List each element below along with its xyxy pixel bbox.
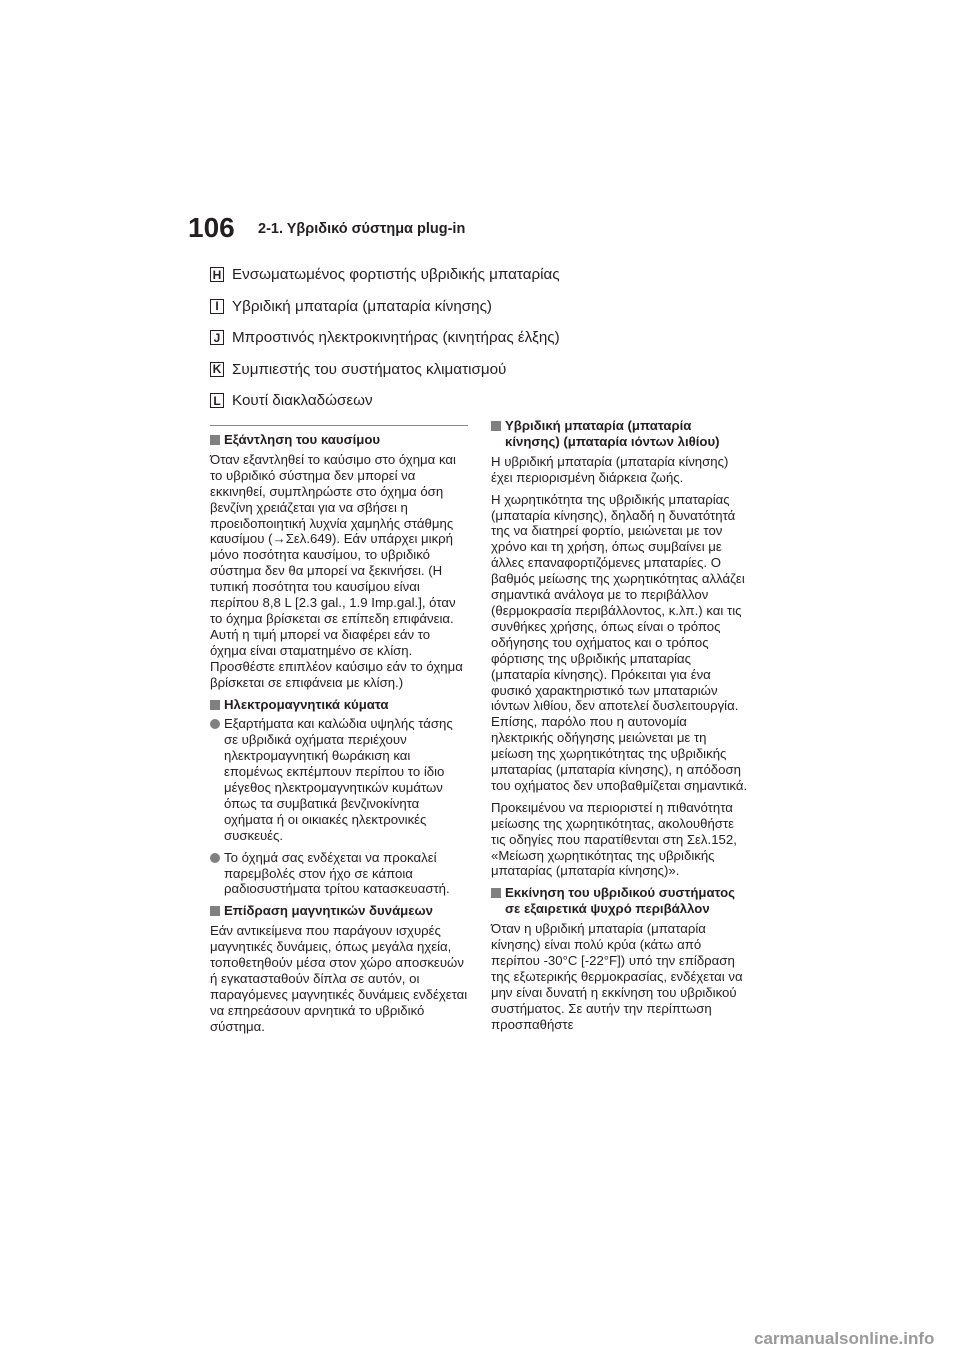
circle-bullet-icon bbox=[210, 853, 220, 863]
bullet-text: Το όχημά σας ενδέχεται να προκαλεί παρεμβολές στον ήχο σε κάποια ραδιοσυστήματα τρίτου κατασκευαστή. bbox=[224, 849, 450, 897]
legend-key: J bbox=[210, 330, 224, 345]
square-bullet-icon bbox=[491, 421, 501, 431]
heading-text: Επίδραση μαγνητικών δυνάμεων bbox=[224, 903, 433, 919]
battery-paragraph-3: Προκειμένου να περιοριστεί η πιθανότητα μείωσης της χωρητικότητας, ακολουθήστε τις οδηγίες που παρατίθενται στη Σελ.152, «Μείωση χωρητικότητας της υβριδικής μπαταρίας (μπαταρία κίνησης)». bbox=[491, 799, 737, 879]
heading-text: Υβριδική μπαταρία (μπαταρία κίνησης) (μπαταρία ιόντων λιθίου) bbox=[505, 418, 720, 449]
component-legend bbox=[210, 259, 770, 417]
square-bullet-icon bbox=[210, 906, 220, 916]
legend-key: I bbox=[210, 299, 224, 314]
fuel-paragraph: Όταν εξαντληθεί το καύσιμο στο όχημα και το υβριδικό σύστημα δεν μπορεί να εκκινηθεί, συμπληρώστε στο όχημα όση βενζίνη χρειάζεται για να σβήσει η προειδοποιητική λυχνία χαμηλής στάθμης καυσίμου (→Σελ.649). Εάν υπάρχει μικρή μόνο ποσότητα καυσίμου, το υβριδικό σύστημα δεν θα μπορεί να ξεκινήσει. (Η τυπική ποσότητα του καυσίμου είναι περίπου 8,8 L [2.3 gal., 1.9 Imp.gal.], όταν το όχημα βρίσκεται σε επίπεδη επιφάνεια. Αυτή η τιμή μπορεί να διαφέρει εάν το όχημα είναι σταματημένο σε κλίση. Προσθέστε επιπλέον καύσιμο εάν το όχημα βρίσκεται σε επιφάνεια με κλίση.) bbox=[210, 451, 463, 690]
section-title: 2-1. Υβριδικό σύστημα plug-in bbox=[258, 221, 466, 237]
legend-item bbox=[210, 354, 770, 386]
legend-key: H bbox=[210, 267, 224, 282]
magnetic-section-title bbox=[210, 903, 468, 919]
legend-item bbox=[210, 259, 770, 291]
em-section-title bbox=[210, 697, 468, 713]
heading-text: Εξάντληση του καυσίμου bbox=[224, 432, 381, 447]
legend-text: Μπροστινός ηλεκτροκινητήρας (κινητήρας έλξης) bbox=[232, 329, 560, 347]
right-column bbox=[491, 418, 749, 1039]
square-bullet-icon bbox=[210, 700, 220, 710]
square-bullet-icon bbox=[210, 435, 220, 445]
battery-paragraph-1: Η υβριδική μπαταρία (μπαταρία κίνησης) έχει περιορισμένη διάρκεια ζωής. bbox=[491, 453, 729, 485]
legend-text: Ενσωματωμένος φορτιστής υβριδικής μπαταρίας bbox=[232, 266, 560, 284]
legend-text: Κουτί διακλαδώσεων bbox=[232, 392, 373, 410]
watermark: carmanualsonline.info bbox=[754, 1329, 935, 1348]
legend-item bbox=[210, 291, 770, 323]
square-bullet-icon bbox=[491, 888, 501, 898]
bullet-item bbox=[210, 716, 468, 843]
legend-text: Υβριδική μπαταρία (μπαταρία κίνησης) bbox=[232, 297, 492, 315]
heading-text: Ηλεκτρομαγνητικά κύματα bbox=[224, 696, 389, 712]
legend-text: Συμπιεστής του συστήματος κλιματισμού bbox=[232, 360, 507, 378]
bullet-item bbox=[210, 850, 468, 898]
page-number: 106 bbox=[188, 212, 235, 243]
magnetic-paragraph: Εάν αντικείμενα που παράγουν ισχυρές μαγνητικές δυνάμεις, όπως μεγάλα ηχεία, τοποθετηθούν μέσα στον χώρο αποσκευών ή εγκατασταθούν δίπλα σε αυτόν, οι παραγόμενες μαγνητικές δυνάμεις ενδέχεται να επηρεάσουν αρνητικά το υβριδικό σύστημα. bbox=[210, 923, 468, 1034]
fuel-section-title bbox=[210, 432, 468, 448]
battery-paragraph-2: Η χωρητικότητα της υβριδικής μπαταρίας (μπαταρία κίνησης), δηλαδή η δυνατότητά της να διατηρεί φορτίο, μειώνεται με τον χρόνο και τη χρήση, όπως συμβαίνει με άλλες επαναφορτιζόμενες μπαταρίες. Ο βαθμός μείωσης της χωρητικότητας αλλάζει σημαντικά ανάλογα με το περιβάλλον (θερμοκρασία περιβάλλοντος, κ.λπ.) και τις συνθήκες χρήσης, όπως είναι ο τρόπος οδήγησης του οχήματος και ο τρόπος φόρτισης της υβριδικής μπαταρίας (μπαταρία κίνησης). Πρόκειται για ένα φυσικό χαρακτηριστικό των μπαταριών ιόντων λιθίου, δεν αποτελεί δυσλειτουργία. Επίσης, παρόλο που η αυτονομία ηλεκτρικής οδήγησης μειώνεται με τη μείωση της χωρητικότητας της υβριδικής μπαταρίας (μπαταρία κίνησης), η απόδοση του οχήματος δεν υποβαθμίζεται σημαντικά. bbox=[491, 491, 748, 793]
legend-key: L bbox=[210, 393, 224, 408]
legend-item bbox=[210, 322, 770, 354]
battery-section-title bbox=[491, 418, 749, 450]
legend-key: K bbox=[210, 362, 224, 377]
heading-text: Εκκίνηση του υβριδικού συστήματος σε εξαιρετικά ψυχρό περιβάλλον bbox=[505, 885, 735, 917]
divider bbox=[210, 425, 468, 426]
cold-start-section-title bbox=[491, 885, 749, 917]
legend-item bbox=[210, 385, 770, 417]
bullet-text: Εξαρτήματα και καλώδια υψηλής τάσης σε υβριδικά οχήματα περιέχουν ηλεκτρομαγνητική θωράκιση και επομένως εκπέμπουν περίπου το ίδιο μέγεθος ηλεκτρομαγνητικών κυμάτων όπως τα συμβατικά βενζινοκίνητα οχήματα ή οι οικιακές ηλεκτρονικές συσκευές. bbox=[224, 716, 453, 843]
cold-start-paragraph: Όταν η υβριδική μπαταρία (μπαταρία κίνησης) είναι πολύ κρύα (κάτω από περίπου -30°C [-22°F]) υπό την επίδραση της εξωτερικής θερμοκρασίας, ενδέχεται να μην είναι δυνατή η εκκίνηση του υβριδικού συστήματος. Σε αυτήν την περίπτωση προσπαθήστε bbox=[491, 921, 743, 1032]
left-column bbox=[210, 425, 468, 1041]
circle-bullet-icon bbox=[210, 719, 220, 729]
